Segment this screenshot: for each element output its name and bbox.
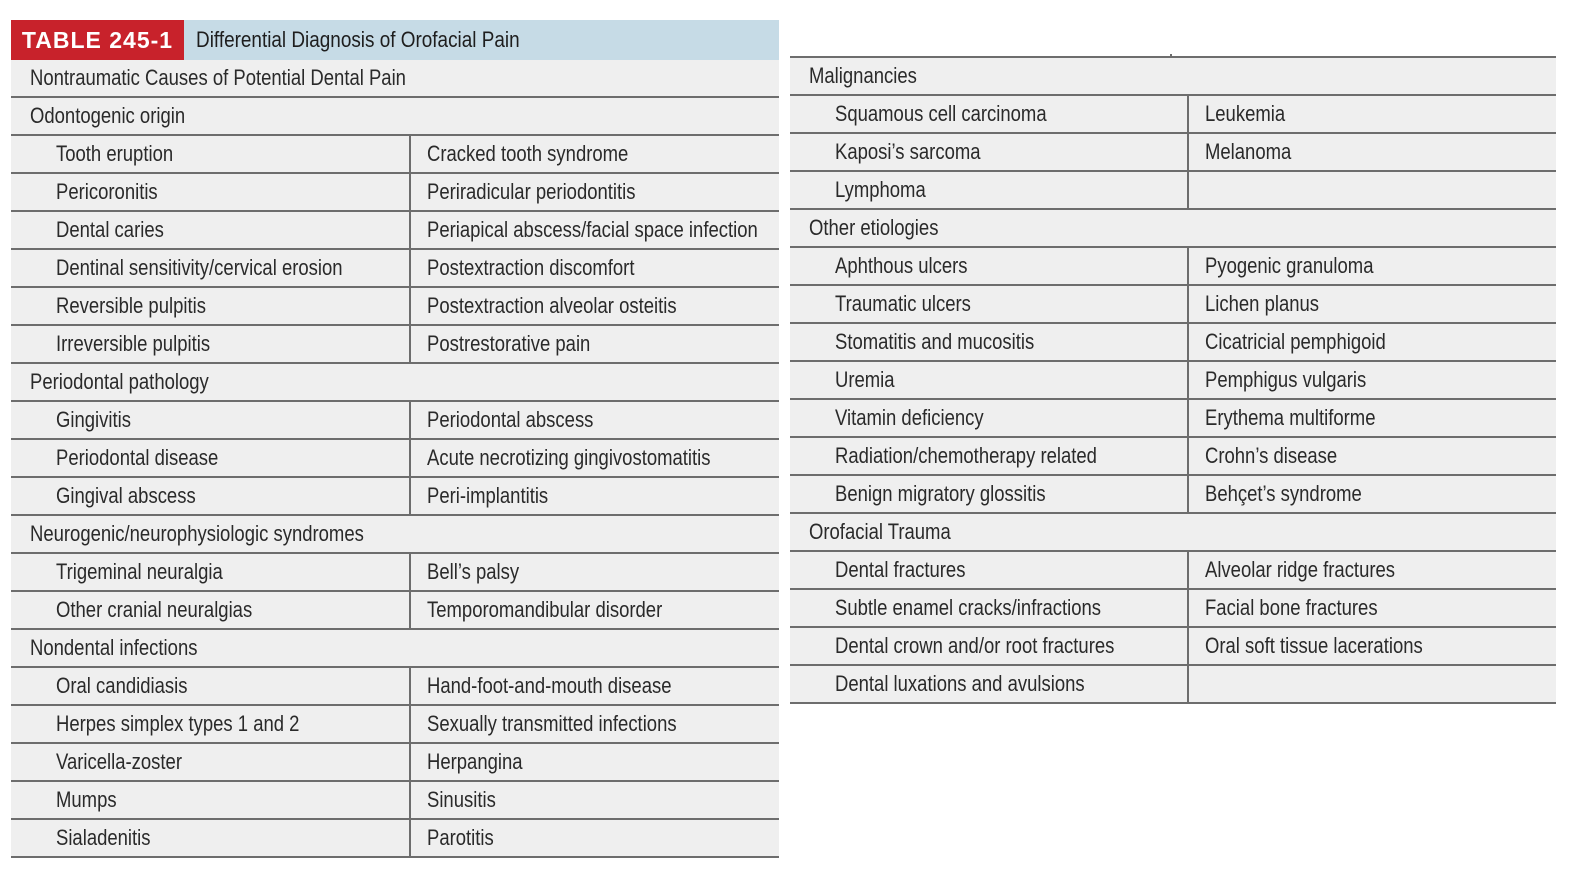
cell-text: Kaposi’s sarcoma (835, 139, 981, 164)
table-cell-right (409, 326, 780, 362)
table-cell-right (409, 174, 780, 210)
cell-text: Temporomandibular disorder (426, 597, 662, 622)
cell-text: Vitamin deficiency (835, 405, 984, 430)
table-cell-left (790, 400, 1187, 436)
cell-text: Sinusitis (426, 787, 496, 812)
table-row (790, 134, 1556, 172)
cell-text: Cicatricial pemphigoid (1204, 329, 1386, 354)
table-cell-right (409, 592, 780, 628)
table-row (790, 400, 1556, 438)
section-heading-text: Orofacial Trauma (809, 519, 951, 544)
table-cell-right (1187, 476, 1557, 512)
table-row (11, 592, 779, 630)
cell-text: Periodontal disease (56, 445, 219, 470)
table-row (790, 666, 1556, 704)
table-cell-right (409, 136, 780, 172)
cell-text: Cracked tooth syndrome (426, 141, 628, 166)
table-cell-right (409, 478, 780, 514)
cell-text: Bell’s palsy (426, 559, 519, 584)
table-row (11, 744, 779, 782)
table-cell-right (1187, 134, 1557, 170)
table-row (790, 248, 1556, 286)
table-row (790, 438, 1556, 476)
cell-text: Lymphoma (835, 177, 926, 202)
table-row (11, 136, 779, 174)
table-cell-right (1187, 324, 1557, 360)
table-cell-left (11, 326, 409, 362)
table-title-bar (11, 20, 779, 60)
cell-text: Dental crown and/or root fractures (835, 633, 1115, 658)
section-heading-row (11, 630, 779, 668)
table-row (11, 706, 779, 744)
section-heading-text: Neurogenic/neurophysiologic syndromes (30, 521, 364, 546)
cell-text: Radiation/chemotherapy related (835, 443, 1097, 468)
cell-text: Dental fractures (835, 557, 966, 582)
section-heading-row (11, 98, 779, 136)
cell-text: Subtle enamel cracks/infractions (835, 595, 1102, 620)
table-cell-left (11, 212, 409, 248)
cell-text: Trigeminal neuralgia (56, 559, 223, 584)
cell-text: Periodontal abscess (426, 407, 593, 432)
cell-text: Facial bone fractures (1204, 595, 1378, 620)
cell-text: Dentinal sensitivity/cervical erosion (56, 255, 343, 280)
cell-text: Sialadenitis (56, 825, 151, 850)
table-cell-left (11, 288, 409, 324)
table-cell-right (409, 212, 780, 248)
table-cell-left (11, 174, 409, 210)
table-cell-left (790, 666, 1187, 702)
section-heading-text: Malignancies (809, 63, 917, 88)
cell-text: Postrestorative pain (426, 331, 590, 356)
cell-text: Dental luxations and avulsions (835, 671, 1085, 696)
table-cell-left (11, 136, 409, 172)
table-cell-left (790, 552, 1187, 588)
cell-text: Traumatic ulcers (835, 291, 971, 316)
table-row (790, 476, 1556, 514)
cell-text: Tooth eruption (56, 141, 174, 166)
cell-text: Uremia (835, 367, 895, 392)
table-cell-left (11, 820, 409, 856)
cell-text: Oral soft tissue lacerations (1204, 633, 1423, 658)
table-cell-right (409, 706, 780, 742)
section-heading-row (11, 516, 779, 554)
table-cell-right (1187, 666, 1557, 702)
left-table-column (11, 60, 779, 858)
cell-text: Oral candidiasis (56, 673, 188, 698)
table-row (11, 174, 779, 212)
table-cell-right (1187, 248, 1557, 284)
cell-text: Pericoronitis (56, 179, 158, 204)
table-cell-left (790, 172, 1187, 208)
table-cell-right (409, 554, 780, 590)
section-heading (790, 514, 1556, 550)
cell-text: Dental caries (56, 217, 164, 242)
cell-text: Leukemia (1204, 101, 1285, 126)
section-heading-text: Periodontal pathology (30, 369, 209, 394)
table-cell-right (409, 440, 780, 476)
table-row (11, 402, 779, 440)
table-row (11, 554, 779, 592)
table-row (11, 820, 779, 858)
section-heading-text: Other etiologies (809, 215, 939, 240)
cell-text: Mumps (56, 787, 117, 812)
section-heading-text: Nontraumatic Causes of Potential Dental Pain (30, 65, 406, 90)
section-heading (11, 60, 779, 96)
cell-text: Gingivitis (56, 407, 131, 432)
table-cell-right (1187, 286, 1557, 322)
table-cell-left (11, 440, 409, 476)
table-row (790, 172, 1556, 210)
section-heading (790, 58, 1556, 94)
table-row (790, 286, 1556, 324)
cell-text: Peri-implantitis (426, 483, 548, 508)
table-cell-right (409, 402, 780, 438)
table-cell-right (409, 782, 780, 818)
cell-text: Behçet’s syndrome (1204, 481, 1362, 506)
table-cell-left (11, 554, 409, 590)
table-row (11, 326, 779, 364)
table-cell-left (11, 668, 409, 704)
table-title: Differential Diagnosis of Orofacial Pain (196, 27, 520, 52)
table-row (11, 782, 779, 820)
section-heading (11, 98, 779, 134)
table-cell-right (409, 288, 780, 324)
cell-text: Benign migratory glossitis (835, 481, 1046, 506)
table-row (790, 324, 1556, 362)
cell-text: Melanoma (1204, 139, 1291, 164)
table-cell-right (409, 250, 780, 286)
table-cell-right (1187, 438, 1557, 474)
table-cell-right (1187, 590, 1557, 626)
cell-text: Pemphigus vulgaris (1204, 367, 1366, 392)
section-heading (11, 516, 779, 552)
cell-text: Periradicular periodontitis (426, 179, 636, 204)
section-heading (790, 210, 1556, 246)
table-row (11, 668, 779, 706)
section-heading (11, 630, 779, 666)
table-number-badge: TABLE 245-1 (11, 20, 184, 60)
cell-text: Periapical abscess/facial space infection (426, 217, 758, 242)
cell-text: Other cranial neuralgias (56, 597, 253, 622)
table-cell-left (790, 590, 1187, 626)
cell-text: Hand-foot-and-mouth disease (426, 673, 671, 698)
section-heading-row (11, 60, 779, 98)
table-cell-left (790, 438, 1187, 474)
section-heading (11, 364, 779, 400)
table-cell-left (790, 476, 1187, 512)
table-cell-left (11, 782, 409, 818)
cell-text: Herpes simplex types 1 and 2 (56, 711, 300, 736)
cell-text: Gingival abscess (56, 483, 196, 508)
cell-text: Stomatitis and mucositis (835, 329, 1035, 354)
table-cell-right (1187, 628, 1557, 664)
table-cell-left (790, 248, 1187, 284)
section-heading-row (790, 514, 1556, 552)
section-heading-row (790, 210, 1556, 248)
cell-text: Parotitis (426, 825, 494, 850)
section-heading-text: Odontogenic origin (30, 103, 186, 128)
table-cell-right (409, 744, 780, 780)
table-cell-left (11, 706, 409, 742)
cell-text: Postextraction alveolar osteitis (426, 293, 677, 318)
table-row (790, 96, 1556, 134)
cell-text: Alveolar ridge fractures (1204, 557, 1395, 582)
cell-text: Sexually transmitted infections (426, 711, 677, 736)
table-row (11, 212, 779, 250)
table-cell-left (11, 402, 409, 438)
table-cell-right (409, 668, 780, 704)
cell-text: Lichen planus (1204, 291, 1319, 316)
right-table-column (790, 58, 1556, 704)
table-cell-left (11, 592, 409, 628)
cell-text: Reversible pulpitis (56, 293, 206, 318)
section-heading-row (11, 364, 779, 402)
table-cell-left (790, 628, 1187, 664)
table-cell-right (1187, 400, 1557, 436)
cell-text: Squamous cell carcinoma (835, 101, 1047, 126)
cell-text: Herpangina (426, 749, 523, 774)
table-cell-right (1187, 552, 1557, 588)
table-cell-left (11, 250, 409, 286)
table-cell-left (790, 286, 1187, 322)
table-row (11, 440, 779, 478)
table-cell-right (1187, 362, 1557, 398)
cell-text: Crohn’s disease (1204, 443, 1337, 468)
table-cell-left (11, 478, 409, 514)
cell-text: Acute necrotizing gingivostomatitis (426, 445, 710, 470)
table-cell-right (409, 820, 780, 856)
table-row (790, 590, 1556, 628)
table-row (11, 478, 779, 516)
cell-text: Irreversible pulpitis (56, 331, 211, 356)
section-heading-text: Nondental infections (30, 635, 198, 660)
cell-text: Erythema multiforme (1204, 405, 1375, 430)
table-row (790, 362, 1556, 400)
table-cell-left (790, 324, 1187, 360)
table-cell-right (1187, 172, 1557, 208)
section-heading-row (790, 58, 1556, 96)
table-cell-left (790, 362, 1187, 398)
table-cell-left (790, 96, 1187, 132)
cell-text: Postextraction discomfort (426, 255, 634, 280)
table-row (11, 250, 779, 288)
table-cell-left (11, 744, 409, 780)
table-row (790, 552, 1556, 590)
table-row (790, 628, 1556, 666)
table-cell-left (790, 134, 1187, 170)
table-cell-right (1187, 96, 1557, 132)
cell-text: Varicella-zoster (56, 749, 182, 774)
cell-text: Pyogenic granuloma (1204, 253, 1373, 278)
cell-text: Aphthous ulcers (835, 253, 968, 278)
table-row (11, 288, 779, 326)
